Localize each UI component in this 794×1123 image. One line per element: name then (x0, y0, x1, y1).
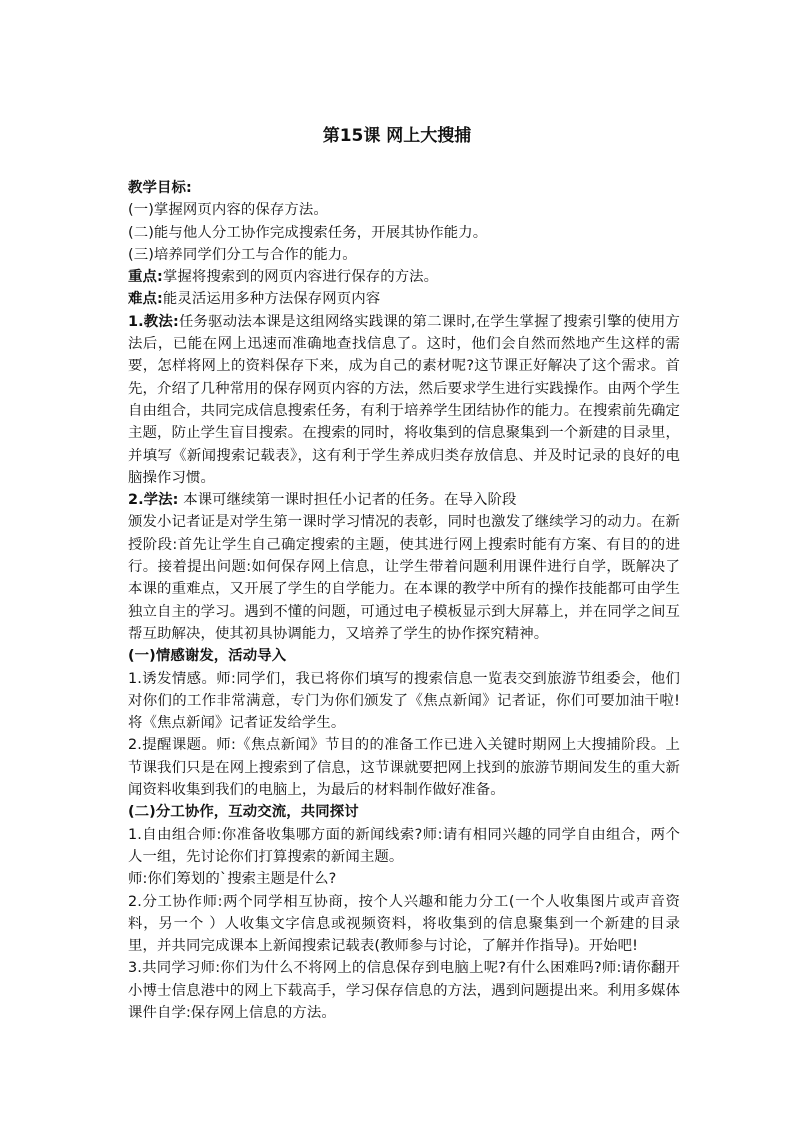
section-2-item: 3.共同学习师:你们为什么不将网上的信息保存到电脑上呢?有什么困难吗?师:请你翻开小博士信息港中的网上下载高手，学习保存信息的方法，遇到问题提出来。利用多媒体课件自学:保存网上信息的方法。 (128, 960, 680, 1021)
learning-method-text: 本课可继续第一课时担任小记者的任务。在导入阶段 (178, 492, 517, 509)
teaching-method (128, 311, 680, 489)
section-1-item: 2.提醒课题。师:《焦点新闻》节目的的准备工作已进入关键时期网上大搜捕阶段。上节课我们只是在网上搜索到了信息，这节课就要把网上找到的旅游节期间发生的重大新闻资料收集到我们的电脑上，为最后的材料制作做好准备。 (128, 737, 680, 799)
goal-item: (一)掌握网页内容的保存方法。 (128, 202, 328, 219)
learning-method-label: 2.学法: (128, 492, 179, 509)
section-1-heading: (一)情感谢发，活动导入 (128, 648, 287, 665)
learning-method-continued: 颁发小记者证是对学生第一课时学习情况的表彰，同时也激发了继续学习的动力。在新授阶段:首先让学生自己确定搜索的主题，使其进行网上搜索时能有方案、有目的的进行。接着提出问题:如何保存网上信息，让学生带着问题利用课件进行自学，既解决了本课的重难点，又开展了学生的自学能力。在本课的教学中所有的操作技能都可由学生独立自主的学习。遇到不懂的问题，可通过电子模板显示到大屏幕上，并在同学之间互帮互助解决，使其初具协调能力，又培养了学生的协作探究精神。 (128, 514, 680, 642)
section-2-item: 1.自由组合师:你准备收集哪方面的新闻线索?师:请有相同兴趣的同学自由组合，两个人一组，先讨论你们打算搜索的新闻主题。 (128, 826, 680, 865)
difficult-point-text: 能灵活运用多种方法保存网页内容 (162, 291, 381, 308)
teaching-method-label: 1.教法: (128, 313, 179, 330)
section-2-item: 师:你们筹划的`搜索主题是什么? (128, 871, 337, 888)
section-2-heading: (二)分工协作，互动交流，共同探讨 (128, 804, 359, 821)
section-1-item: 1.诱发情感。师:同学们，我已将你们填写的搜索信息一览表交到旅游节组委会，他们对你们的工作非常满意，专门为你们颁发了《焦点新闻》记者证，你们可要加油干啦!将《焦点新闻》记者证发给学生。 (128, 670, 680, 732)
key-point-text: 掌握将搜索到的网页内容进行保存的方法。 (162, 269, 439, 286)
lesson-body (128, 177, 680, 1024)
goal-item: (二)能与他人分工协作完成搜索任务，开展其协作能力。 (128, 224, 488, 241)
goals-heading: 教学目标: (128, 180, 192, 196)
key-point-label: 重点: (128, 269, 163, 286)
difficult-point-label: 难点: (128, 291, 163, 308)
difficult-point (128, 288, 680, 310)
learning-method (128, 489, 680, 511)
section-2-item: 2.分工协作师:两个同学相互协商，按个人兴趣和能力分工(一个人收集图片或声音资料，另一个 ）人收集文字信息或视频资料，将收集到的信息聚集到一个新建的目录里，并共同完成课本上新闻搜索记载表(教师参与讨论，了解并作指导)。开始吧! (128, 893, 680, 955)
lesson-title: 第15课 网上大搜捕 (322, 126, 472, 146)
key-point (128, 266, 680, 288)
teaching-method-text: 任务驱动法本课是这组网络实践课的第二课时,在学生掌握了搜索引擎的使用方法后，已能在网上迅速而准确地查找信息了。这时，他们会自然而然地产生这样的需要，怎样将网上的资料保存下来，成为自己的素材呢?这节课正好解决了这个需求。首先，介绍了几种常用的保存网页内容的方法，然后要求学生进行实践操作。由两个学生自由组合，共同完成信息搜索任务，有利于培养学生团结协作的能力。在搜索前先确定主题，防止学生盲目搜索。在搜索的同时，将收集到的信息聚集到一个新建的目录里，并填写《新闻搜索记载表》，这有利于学生养成归类存放信息、并及时记录的良好的电脑操作习惯。 (128, 313, 680, 486)
goal-item: (三)培养同学们分工与合作的能力。 (128, 246, 357, 263)
